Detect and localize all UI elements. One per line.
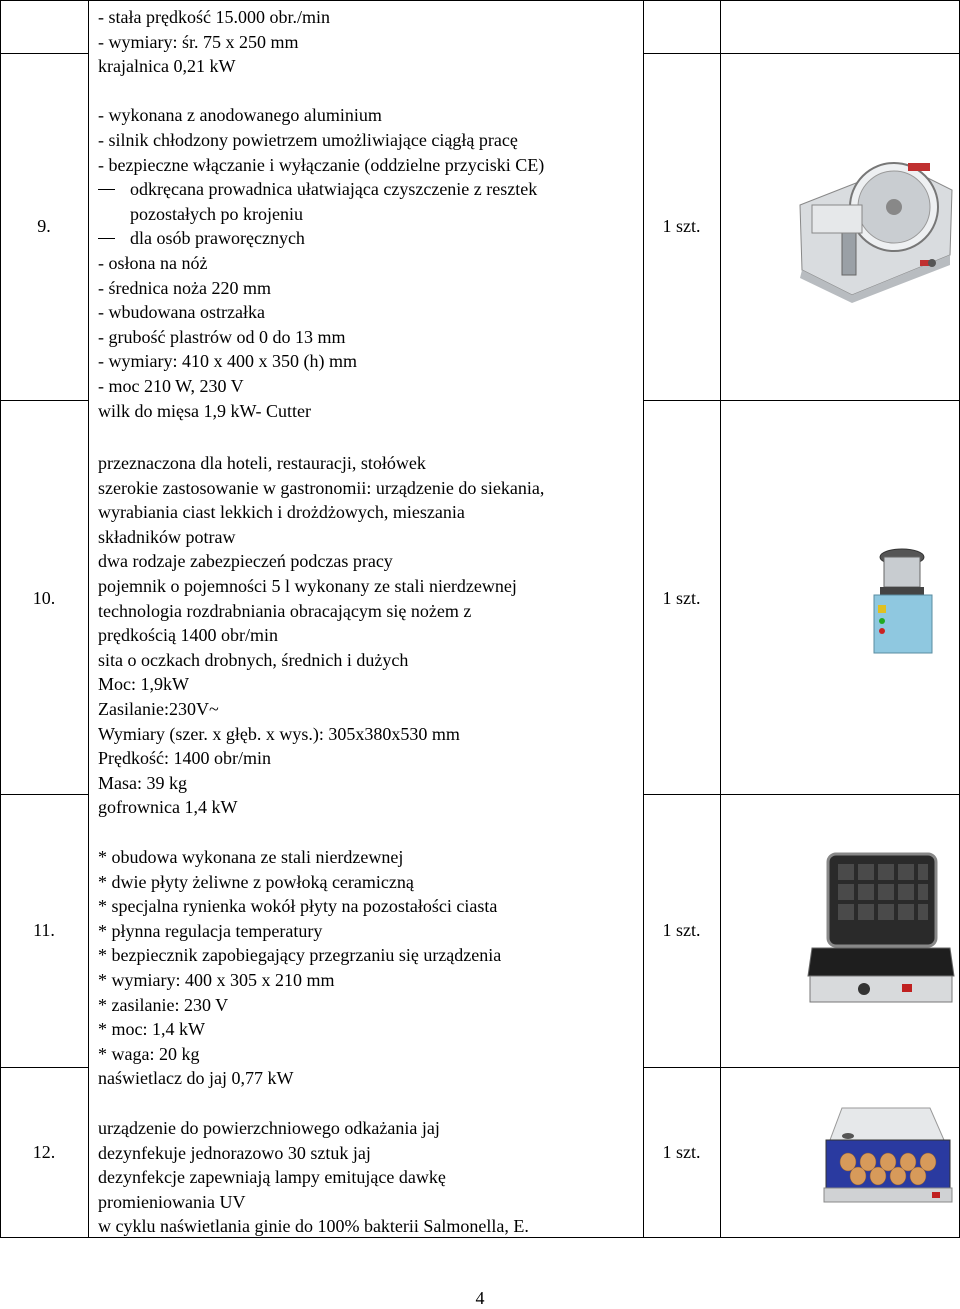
description-line: * zasilanie: 230 V: [98, 994, 229, 1015]
row-number: 9.: [37, 216, 51, 236]
row-number: 12.: [32, 1142, 56, 1162]
quantity-cell: 1 szt.: [662, 588, 701, 608]
description-line: składników potraw: [98, 526, 236, 547]
description-line: Moc: 1,9kW: [98, 674, 189, 695]
description-line: - osłona na nóż: [98, 252, 208, 273]
description-cell: [98, 845, 638, 1091]
description-line: * specjalna rynienka wokół płyty na pozostałości ciasta: [98, 896, 498, 917]
waffle-maker-icon: [806, 848, 956, 1010]
description-line: Prędkość: 1400 obr/min: [98, 748, 271, 769]
column-divider: [643, 0, 644, 1238]
description-line: * wymiary: 400 x 305 x 210 mm: [98, 969, 335, 990]
description-line: technologia rozdrabniania obracającym się nożem z: [98, 600, 472, 621]
description-line: - stała prędkość 15.000 obr./min: [98, 7, 330, 27]
description-line: * moc: 1,4 kW: [98, 1019, 205, 1040]
description-line: - wymiary: śr. 75 x 250 mm: [98, 31, 299, 52]
description-line: dezynfekcje zapewniają lampy emitujące dawkę: [98, 1167, 446, 1188]
description-line: naświetlacz do jaj 0,77 kW: [98, 1068, 294, 1089]
description-line: dla osób praworęcznych: [98, 226, 638, 251]
description-line: gofrownica 1,4 kW: [98, 797, 238, 818]
row-divider: [0, 1067, 88, 1068]
page-number: 4: [475, 1288, 485, 1308]
description-line: [98, 79, 638, 104]
quantity-cell: 1 szt.: [662, 1142, 701, 1162]
meat-slicer-icon: [782, 145, 957, 305]
description-line: pozostałych po krojeniu: [130, 203, 303, 224]
description-line: - bezpieczne włączanie i wyłączanie (oddzielne przyciski CE): [98, 154, 545, 175]
description-line: * dwie płyty żeliwne z powłoką ceramiczną: [98, 871, 414, 892]
description-line: - wykonana z anodowanego aluminium: [98, 105, 382, 126]
column-divider: [88, 0, 89, 1238]
description-line: Masa: 39 kg: [98, 772, 187, 793]
egg-uv-steriliser-icon: [818, 1100, 958, 1205]
description-line: - silnik chłodzony powietrzem umożliwiające ciągłą pracę: [98, 129, 518, 150]
row-divider: [643, 400, 960, 401]
description-cell: [98, 451, 638, 820]
description-line: Zasilanie:230V~: [98, 698, 219, 719]
description-line: w cyklu naświetlania ginie do 100% bakterii Salmonella, E.: [98, 1216, 529, 1237]
description-line: przeznaczona dla hoteli, restauracji, stołówek: [98, 453, 426, 473]
description-line: - grubość plastrów od 0 do 13 mm: [98, 326, 346, 347]
row-number: 10.: [32, 588, 56, 608]
description-line: - wymiary: 410 x 400 x 350 (h) mm: [98, 351, 357, 372]
quantity-cell: 1 szt.: [662, 920, 701, 940]
description-line: wyrabiania ciast lekkich i drożdżowych, mieszania: [98, 502, 465, 523]
description-line: wilk do mięsa 1,9 kW- Cutter: [98, 400, 311, 421]
description-line: * obudowa wykonana ze stali nierdzewnej: [98, 847, 404, 867]
description-line: pojemnik o pojemności 5 l wykonany ze stali nierdzewnej: [98, 575, 517, 596]
description-line: - wbudowana ostrzałka: [98, 302, 265, 323]
description-line: - moc 210 W, 230 V: [98, 375, 244, 396]
row-number: 11.: [33, 920, 55, 940]
description-line: dwa rodzaje zabezpieczeń podczas pracy: [98, 551, 393, 572]
column-divider: [720, 0, 721, 1238]
description-cell: [98, 1116, 638, 1239]
description-line: prędkością 1400 obr/min: [98, 625, 278, 646]
food-cutter-icon: [862, 545, 942, 655]
description-line: * bezpiecznik zapobiegający przegrzaniu się urządzenia: [98, 945, 502, 966]
quantity-cell: 1 szt.: [662, 216, 701, 236]
row-divider: [643, 53, 960, 54]
table-border-top: [0, 0, 960, 1]
description-line: sita o oczkach drobnych, średnich i dużych: [98, 649, 409, 670]
column-divider: [0, 0, 1, 1238]
description-line: dezynfekuje jednorazowo 30 sztuk jaj: [98, 1142, 371, 1163]
row-divider: [643, 794, 960, 795]
description-line: * płynna regulacja temperatury: [98, 920, 323, 941]
description-line: odkręcana prowadnica ułatwiająca czyszczenie z resztek: [98, 177, 638, 202]
description-line: - średnica noża 220 mm: [98, 277, 271, 298]
description-cell: [98, 5, 638, 423]
description-line: urządzenie do powierzchniowego odkażania jaj: [98, 1118, 440, 1138]
description-line: * waga: 20 kg: [98, 1043, 200, 1064]
description-line: krajalnica 0,21 kW: [98, 56, 236, 77]
description-line: promieniowania UV: [98, 1191, 246, 1212]
row-divider: [0, 400, 88, 401]
row-divider: [0, 794, 88, 795]
row-divider: [0, 53, 88, 54]
row-divider: [643, 1067, 960, 1068]
description-line: szerokie zastosowanie w gastronomii: urządzenie do siekania,: [98, 477, 545, 498]
description-line: Wymiary (szer. x głęb. x wys.): 305x380x530 mm: [98, 723, 460, 744]
